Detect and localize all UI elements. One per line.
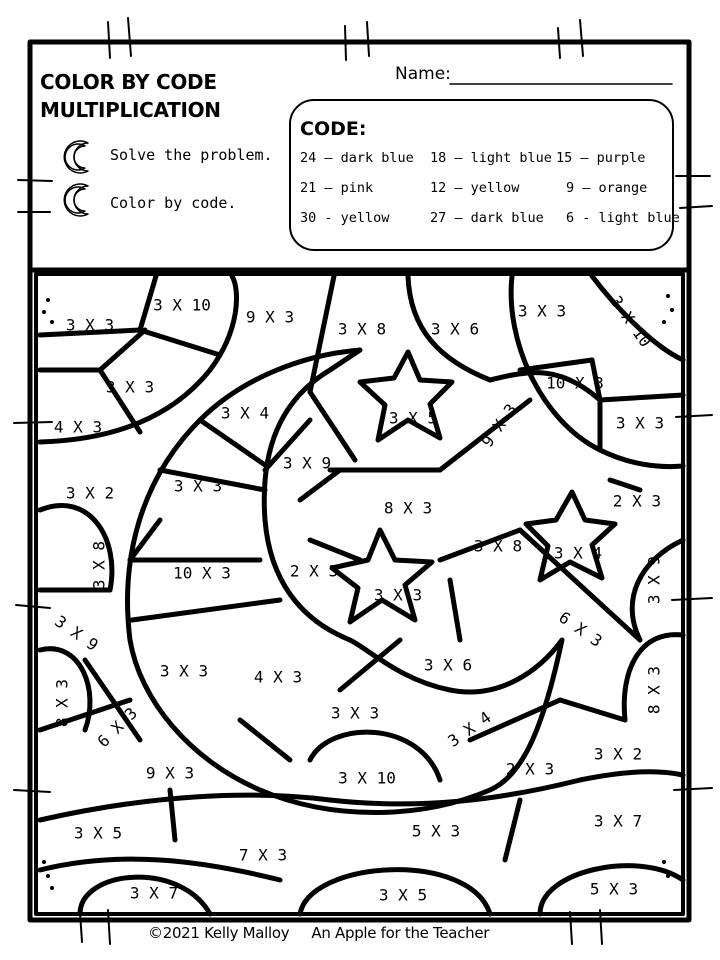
color-by-code-picture [40, 276, 683, 914]
problem-label: 3 X 9 [51, 611, 102, 655]
footer [148, 924, 489, 942]
problem-label: 2 X 3 [505, 759, 555, 779]
code-item: 12 – yellow [430, 180, 520, 196]
code-title: CODE: [300, 118, 367, 140]
problem-label: 2 X 3 [289, 561, 339, 581]
problem-label: 3 X 4 [553, 543, 603, 563]
problem-label: 10 X 3 [546, 373, 604, 393]
problem-label: 3 X 3 [615, 413, 665, 433]
problem-label: 3 X 5 [388, 408, 438, 428]
problem-label: 10 X 3 [173, 563, 231, 583]
problem-label: 3 X 8 [337, 319, 387, 339]
problem-label: 3 X 7 [129, 883, 179, 903]
problem-label: 3 X 3 [65, 315, 115, 335]
copyright-text: ©2021 Kelly Malloy [148, 924, 290, 942]
name-label: Name: [395, 64, 451, 84]
problem-label: 3 X 3 [517, 301, 567, 321]
title-line-1: COLOR BY CODE [40, 70, 217, 94]
problem-label: 3 X 9 [282, 453, 332, 473]
problem-label: 3 X 10 [606, 292, 656, 351]
code-item: 15 – purple [556, 150, 646, 166]
problem-label: 3 X 5 [73, 823, 123, 843]
puzzle-frame [36, 274, 683, 914]
problem-label: 3 X 2 [65, 483, 115, 503]
code-item: 27 – dark blue [430, 210, 544, 226]
problem-label: 3 X 6 [430, 319, 480, 339]
problem-label: 5 X 3 [411, 821, 461, 841]
problem-label: 3 X 8 [473, 536, 523, 556]
code-item: 6 - light blue [566, 210, 680, 226]
problem-label: 3 X 3 [330, 703, 380, 723]
problem-label: 3 X 7 [593, 811, 643, 831]
problem-label: 4 X 3 [253, 667, 303, 687]
problem-label: 8 X 3 [644, 665, 664, 715]
problem-label: 3 X 8 [89, 540, 109, 590]
problem-label: 2 X 3 [612, 491, 662, 511]
problem-label: 3 X 6 [423, 655, 473, 675]
problem-label: 3 X 3 [105, 377, 155, 397]
code-item: 9 – orange [566, 180, 648, 196]
code-item: 30 - yellow [300, 210, 390, 226]
problem-label: 3 X 4 [444, 707, 495, 751]
problem-label: 3 X 3 [373, 585, 423, 605]
problem-label: 9 X 3 [245, 307, 295, 327]
problem-label: 3 X 2 [593, 744, 643, 764]
problem-label: 3 X 10 [153, 295, 211, 315]
problem-label: 3 X 5 [378, 885, 428, 905]
worksheet-title [40, 68, 221, 124]
problem-label: 3 X 4 [220, 403, 270, 423]
problem-label: 6 X 3 [93, 703, 142, 752]
problem-label: 5 X 3 [589, 879, 639, 899]
problem-label: 6 X 3 [555, 607, 606, 651]
code-item: 18 – light blue [430, 150, 552, 166]
problem-label: 3 X 9 [644, 555, 664, 605]
code-item: 24 – dark blue [300, 150, 414, 166]
problem-label: 3 X 3 [173, 476, 223, 496]
problem-label: 9 X 3 [145, 763, 195, 783]
instruction-solve: Solve the problem. [110, 146, 273, 164]
title-line-2: MULTIPLICATION [40, 98, 221, 122]
outer-frame [30, 42, 689, 920]
problem-label: 3 X 3 [159, 661, 209, 681]
problem-label: 3 X 10 [338, 768, 396, 788]
brand-text: An Apple for the Teacher [311, 924, 490, 942]
code-item: 21 – pink [300, 180, 374, 196]
problem-label: 8 X 3 [383, 498, 433, 518]
problem-label: 8 X 3 [52, 678, 72, 728]
instruction-color: Color by code. [110, 194, 237, 212]
problem-label: 7 X 3 [238, 845, 288, 865]
crescent-moon-icon [64, 141, 88, 216]
problem-label: 4 X 3 [53, 417, 103, 437]
problem-label: 9 X 3 [477, 400, 521, 451]
